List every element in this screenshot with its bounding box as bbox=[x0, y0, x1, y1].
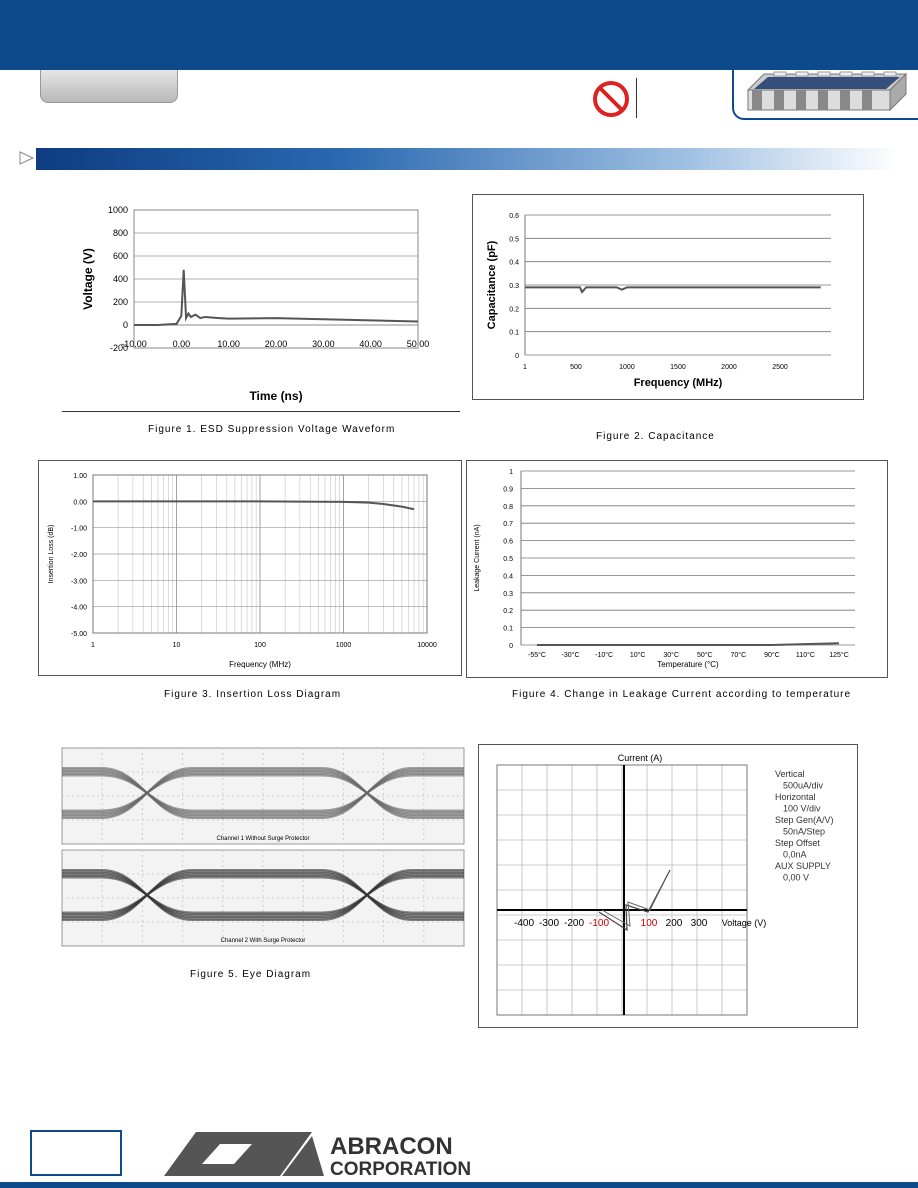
y-tick-label: 0.4 bbox=[503, 573, 513, 581]
eye-panel-1-label: Channel 1 Without Surge Protector bbox=[216, 836, 310, 842]
y-tick-label: 0.8 bbox=[503, 503, 513, 511]
y-tick-label: 600 bbox=[112, 251, 128, 261]
x-tick-label: -55°C bbox=[528, 652, 546, 659]
chart-leakage-current bbox=[466, 460, 888, 678]
y-tick-label: 0.1 bbox=[503, 625, 513, 633]
y-tick-label: -5.00 bbox=[71, 631, 87, 638]
x-tick-label: -30°C bbox=[561, 652, 580, 659]
x-tick-label: 2000 bbox=[721, 364, 737, 371]
x-tick-label: 10000 bbox=[417, 642, 437, 649]
y-tick-label: 0.6 bbox=[509, 213, 519, 220]
x-tick-label: 100 bbox=[640, 918, 658, 929]
y-tick-label: 0.5 bbox=[503, 556, 513, 563]
y-tick-label: 0 bbox=[515, 353, 519, 360]
y-tick-label: 0.3 bbox=[503, 590, 513, 598]
y-tick-label: 800 bbox=[112, 228, 128, 238]
x-axis-label: Voltage (V) bbox=[721, 918, 767, 928]
settings-line: Step Gen(A/V) bbox=[775, 815, 834, 825]
x-tick-label: 100 bbox=[254, 642, 266, 649]
x-tick-label: 40.00 bbox=[359, 339, 382, 349]
header-tab bbox=[40, 70, 178, 103]
chart-eye-diagram bbox=[52, 744, 468, 956]
x-tick-label: 1 bbox=[523, 364, 527, 371]
x-tick-label: 10°C bbox=[629, 652, 646, 659]
y-tick-label: -2.00 bbox=[71, 552, 87, 559]
x-tick-label: 1500 bbox=[670, 364, 686, 371]
settings-line: AUX SUPPLY bbox=[775, 861, 831, 871]
y-tick-label: 1 bbox=[509, 469, 513, 476]
y-tick-label: -1.00 bbox=[71, 525, 87, 533]
settings-line: 0,00 V bbox=[783, 872, 810, 883]
y-axis-label: Capacitance (pF) bbox=[486, 240, 498, 330]
x-tick-label: 1 bbox=[91, 642, 95, 649]
series-line bbox=[525, 287, 821, 292]
chart-title: Current (A) bbox=[617, 753, 663, 763]
figure1-caption: Figure 1. ESD Suppression Voltage Waveform bbox=[148, 424, 396, 435]
chart-iv-curve bbox=[478, 744, 858, 1028]
iv-trace bbox=[599, 870, 670, 930]
x-tick-label: 70°C bbox=[730, 652, 747, 659]
abracon-logo bbox=[162, 1130, 476, 1178]
y-tick-label: 400 bbox=[112, 274, 128, 284]
x-tick-label: 1000 bbox=[335, 642, 352, 649]
figure2-caption: Figure 2. Capacitance bbox=[596, 431, 715, 442]
y-tick-label: 1.00 bbox=[73, 473, 87, 480]
y-tick-label: -200 bbox=[109, 343, 128, 353]
y-tick-label: 0.2 bbox=[509, 306, 519, 314]
settings-line: 100 V/div bbox=[783, 803, 821, 814]
x-tick-label: 200 bbox=[665, 918, 683, 929]
series-line bbox=[93, 501, 414, 509]
figure4-caption: Figure 4. Change in Leakage Current according to temperature bbox=[512, 689, 852, 700]
x-tick-label: 30.00 bbox=[312, 339, 335, 349]
y-tick-label: 0.6 bbox=[503, 538, 513, 546]
x-tick-label: 90°C bbox=[764, 652, 780, 659]
x-tick-label: 1000 bbox=[619, 364, 635, 371]
x-tick-label: 30°C bbox=[663, 652, 680, 659]
settings-line: Step Offset bbox=[775, 838, 820, 848]
figure1-rule bbox=[62, 411, 460, 412]
eye-panel-2-label: Channel 2 With Surge Protector bbox=[220, 938, 306, 944]
x-tick-label: 125°C bbox=[829, 652, 849, 659]
settings-line: 500uA/div bbox=[783, 780, 824, 791]
triangle-arrow-icon bbox=[18, 150, 36, 166]
page-number-box bbox=[30, 1130, 122, 1176]
y-tick-label: 0.2 bbox=[503, 608, 513, 616]
x-tick-label: -10°C bbox=[595, 652, 614, 659]
y-tick-label: 0.00 bbox=[73, 499, 87, 507]
x-tick-label: 0.00 bbox=[172, 339, 191, 349]
x-tick-label: 20.00 bbox=[264, 339, 288, 349]
x-tick-label: 10 bbox=[172, 642, 181, 649]
x-tick-label: -300 bbox=[538, 918, 560, 929]
x-tick-label: 110°C bbox=[795, 652, 815, 659]
y-tick-label: 0.9 bbox=[503, 486, 513, 494]
settings-line: Vertical bbox=[775, 769, 805, 779]
x-axis-label: Temperature (°C) bbox=[657, 660, 719, 669]
y-tick-label: 0.1 bbox=[509, 329, 519, 337]
x-tick-label: 50.00 bbox=[406, 339, 430, 349]
y-tick-label: 0.7 bbox=[503, 521, 513, 529]
chart-capacitance bbox=[472, 194, 864, 400]
x-tick-label: -400 bbox=[513, 918, 535, 929]
x-tick-label: 50°C bbox=[696, 652, 713, 659]
settings-line: 0,0nA bbox=[783, 849, 807, 860]
y-tick-label: 0.4 bbox=[509, 259, 519, 267]
settings-line: 50nA/Step bbox=[783, 826, 826, 837]
x-axis-label: Frequency (MHz) bbox=[633, 377, 723, 389]
y-tick-label: 200 bbox=[112, 297, 128, 307]
x-tick-label: 2500 bbox=[772, 364, 788, 371]
chart-insertion-loss bbox=[38, 460, 462, 676]
y-tick-label: 0 bbox=[509, 643, 513, 650]
chart-voltage-waveform bbox=[62, 196, 460, 412]
x-tick-label: 500 bbox=[570, 364, 582, 371]
y-tick-label: -4.00 bbox=[71, 604, 87, 612]
x-tick-label: -100 bbox=[588, 918, 610, 929]
header-corner bbox=[732, 0, 918, 70]
y-tick-label: -3.00 bbox=[71, 578, 87, 586]
x-tick-label: -10.00 bbox=[121, 339, 147, 349]
resistor-array-image bbox=[734, 70, 914, 116]
series-line bbox=[537, 643, 839, 645]
y-axis-label: Voltage (V) bbox=[81, 248, 95, 310]
x-axis-label: Time (ns) bbox=[249, 389, 303, 403]
series-line bbox=[134, 270, 418, 325]
y-axis-label: Leakage Current (nA) bbox=[474, 524, 481, 592]
y-tick-label: 1000 bbox=[107, 205, 128, 215]
x-tick-label: 10.00 bbox=[217, 339, 240, 349]
x-axis-label: Frequency (MHz) bbox=[229, 660, 291, 669]
settings-line: Horizontal bbox=[775, 792, 816, 802]
logo-line1: ABRACON bbox=[330, 1133, 453, 1160]
section-bar bbox=[36, 148, 900, 170]
figure3-caption: Figure 3. Insertion Loss Diagram bbox=[164, 689, 342, 700]
product-image-box bbox=[732, 70, 918, 120]
figure5-caption: Figure 5. Eye Diagram bbox=[190, 969, 312, 980]
footer-rule bbox=[0, 1182, 918, 1188]
y-axis-label: Insertion Loss (dB) bbox=[48, 524, 55, 584]
y-tick-label: 0.5 bbox=[509, 236, 519, 244]
logo-line2: CORPORATION bbox=[330, 1159, 472, 1178]
header-bar bbox=[0, 0, 732, 70]
y-tick-label: 0 bbox=[122, 320, 128, 330]
x-tick-label: -200 bbox=[563, 918, 585, 929]
x-tick-label: 300 bbox=[690, 918, 708, 929]
prohibited-icon bbox=[591, 79, 631, 119]
divider-line bbox=[636, 78, 637, 118]
y-tick-label: 0.3 bbox=[509, 283, 519, 290]
